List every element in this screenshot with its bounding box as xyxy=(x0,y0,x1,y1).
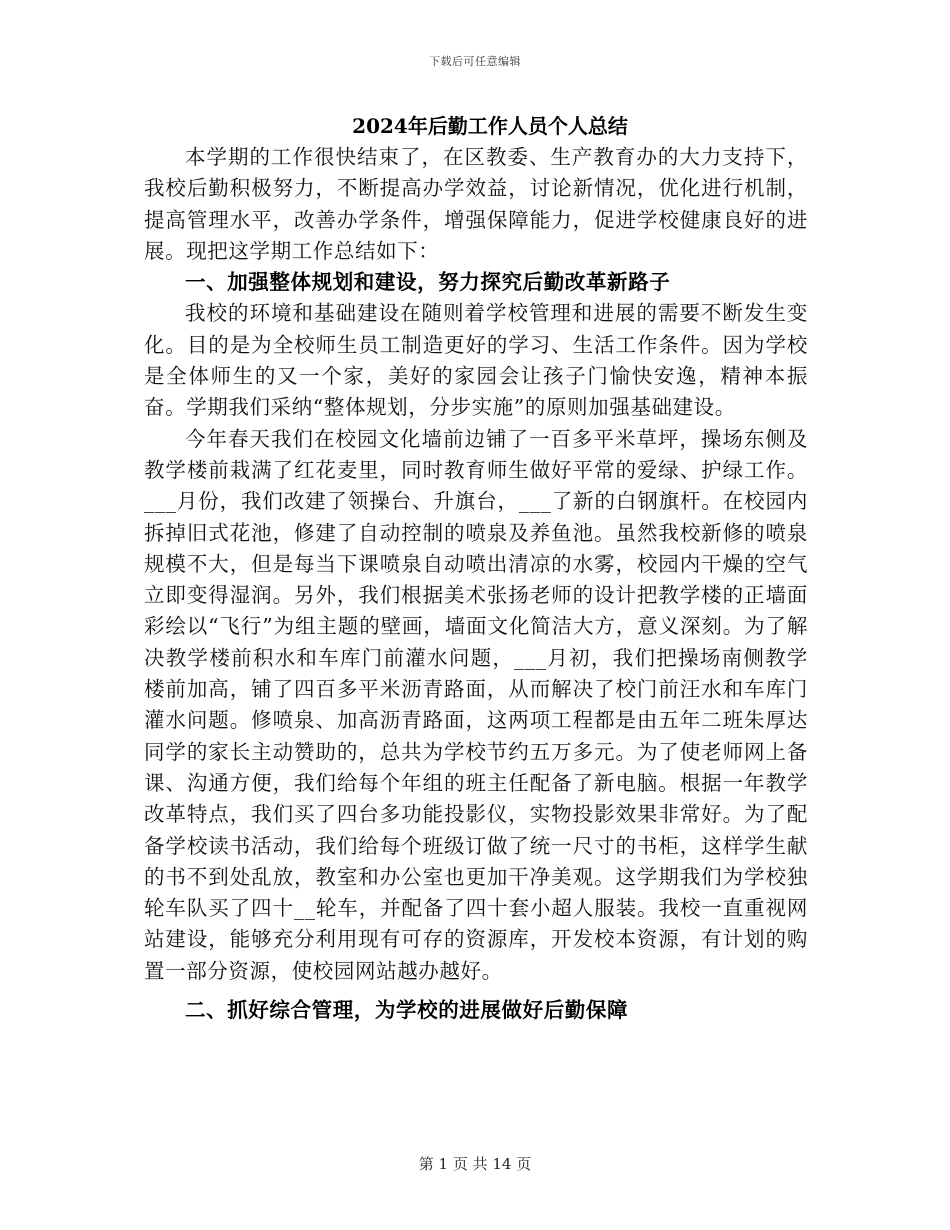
section-heading-1: 一、加强整体规划和建设，努力探究后勤改革新路子 xyxy=(185,270,671,295)
document-body xyxy=(144,142,808,1026)
section-heading-2: 二、抓好综合管理，为学校的进展做好后勤保障 xyxy=(185,998,629,1023)
paragraph-intro: 本学期的工作很快结束了，在区教委、生产教育办的大力支持下，我校后勤积极努力，不断提高办学效益，讨论新情况，优化进行机制，提高管理水平，改善办学条件，增强保障能力，促进学校健康良好的进展。现把这学期工作总结如下： xyxy=(144,145,808,263)
paragraph-projects: 今年春天我们在校园文化墙前边铺了一百多平米草坪，操场东侧及教学楼前栽满了红花麦里，同时教育师生做好平常的爱绿、护绿工作。___月份，我们改建了领操台、升旗台，___了新的白钢旗杆。在校园内拆掉旧式花池，修建了自动控制的喷泉及养鱼池。虽然我校新修的喷泉规模不大，但是每当下课喷泉自动喷出清凉的水雾，校园内干燥的空气立即变得湿润。另外，我们根据美术张扬老师的设计把教学楼的正墙面彩绘以“飞行”为组主题的壁画，墙面文化简洁大方，意义深刻。为了解决教学楼前积水和车库门前灌水问题，___月初，我们把操场南侧教学楼前加高，铺了四百多平米沥青路面，从而解决了校门前汪水和车库门灌水问题。修喷泉、加高沥青路面，这两项工程都是由五年二班朱厚达同学的家长主动赞助的，总共为学校节约五万多元。为了使老师网上备课、沟通方便，我们给每个年组的班主任配备了新电脑。根据一年教学改革特点，我们买了四台多功能投影仪，实物投影效果非常好。为了配备学校读书活动，我们给每个班级订做了统一尺寸的书柜，这样学生献的书不到处乱放，教室和办公室也更加干净美观。这学期我们为学校独轮车队买了四十__轮车，并配备了四十套小超人服装。我校一直重视网站建设，能够充分利用现有可存的资源库，开发校本资源，有计划的购置一部分资源，使校园网站越办越好。 xyxy=(144,426,808,983)
header-note: 下载后可任意编辑 xyxy=(429,55,521,68)
paragraph-environment: 我校的环境和基础建设在随则着学校管理和进展的需要不断发生变化。目的是为全校师生员工制造更好的学习、生活工作条件。因为学校是全体师生的又一个家，美好的家园会让孩子门愉快安逸，精神本振奋。学期我们采纳“整体规划，分步实施”的原则加强基础建设。 xyxy=(144,301,808,420)
document-title: 2024年后勤工作人员个人总结 xyxy=(352,114,628,138)
page-number: 第 1 页 共 14 页 xyxy=(418,1155,532,1173)
